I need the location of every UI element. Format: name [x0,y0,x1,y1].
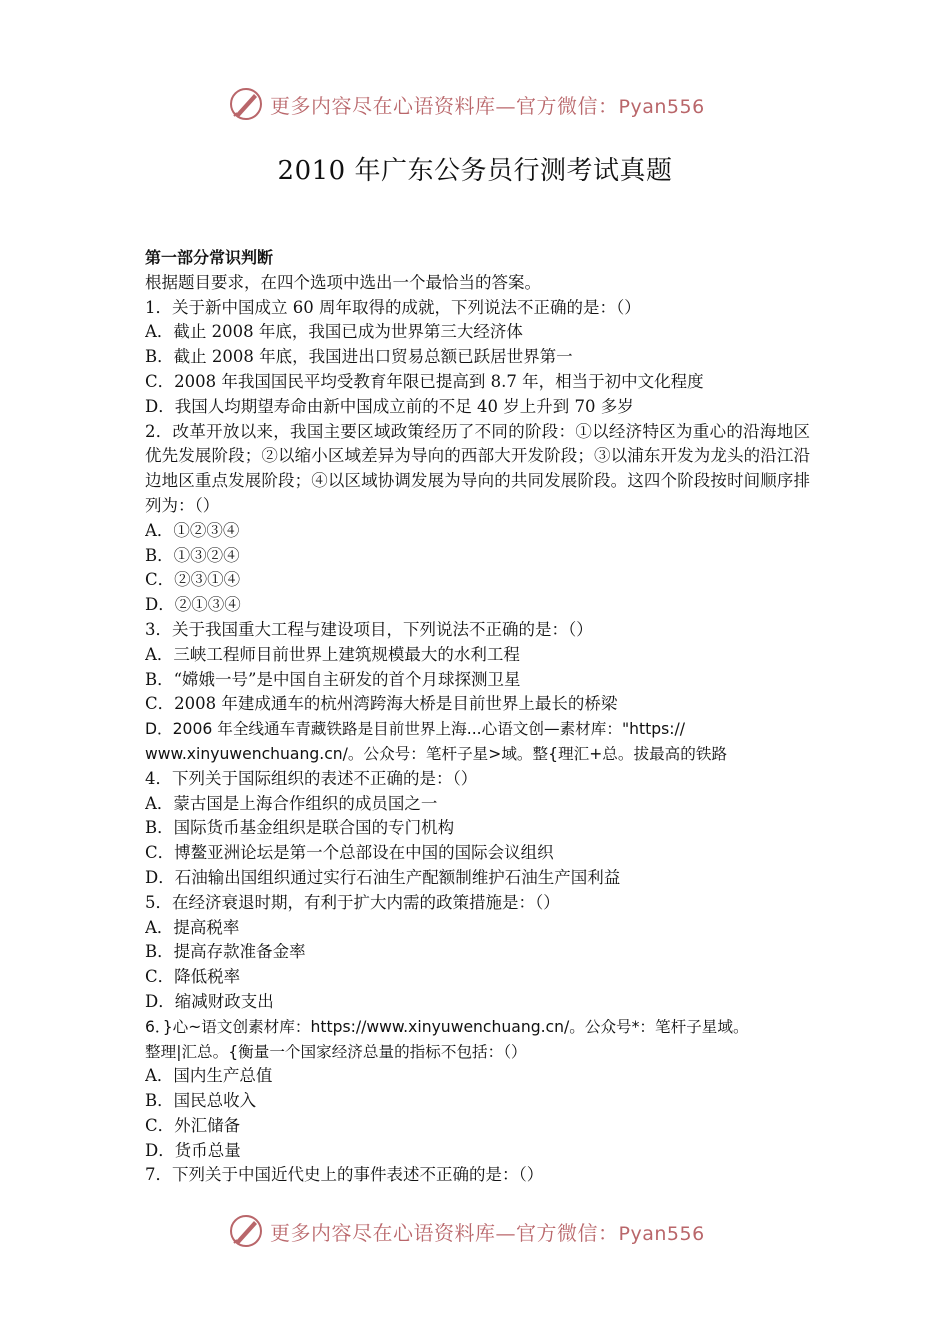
question-6-option-c: C．外汇储备 [145,1115,241,1135]
question-2-stem: 2．改革开放以来，我国主要区域政策经历了不同的阶段：①以经济特区为重心的沿海地区优先发展阶段；②以缩小区域差异为导向的西部大开发阶段；③以浦东开发为龙头的沿江沿边地区重点发展阶段；④以区域协调发展为导向的共同发展阶段。这四个阶段按时间顺序排列为：（） [145,421,810,515]
question-7-stem: 7．下列关于中国近代史上的事件表述不正确的是：（） [145,1165,544,1185]
banner-text: 更多内容尽在心语资料库—官方微信：Pyan556 [270,1220,705,1245]
question-1-option-c: C．2008 年我国国民平均受教育年限已提高到 8.7 年，相当于初中文化程度 [145,371,704,391]
question-4-stem: 4．下列关于国际组织的表述不正确的是：（） [145,768,478,788]
question-4-option-d: D．石油输出国组织通过实行石油生产配额制维护石油生产国利益 [145,867,621,887]
question-5-option-d: D．缩减财政支出 [145,991,274,1011]
question-6-stem-line-1: 6．}心~语文创素材库：https://www.xinyuwenchuang.cn/。公众号*：笔杆子星域。 [145,1017,749,1036]
question-3-stem: 3．关于我国重大工程与建设项目，下列说法不正确的是：（） [145,619,593,639]
instructions: 根据题目要求，在四个选项中选出一个最恰当的答案。 [145,272,541,292]
question-2-option-c: C．②③①④ [145,570,241,590]
question-3-option-d-line-2: www.xinyuwenchuang.cn/。公众号：笔杆子星>域。整{理汇+总。拔最高的铁路 [145,744,728,763]
header-banner [228,84,748,124]
question-4-option-a: A．蒙古国是上海合作组织的成员国之一 [145,793,438,813]
question-6-option-b: B．国民总收入 [145,1091,257,1111]
question-3-option-b: B．“嫦娥一号”是中国自主研发的首个月球探测卫星 [145,669,521,689]
document-body [145,246,810,1188]
question-2-option-a: A．①②③④ [145,520,240,540]
question-5-option-a: A．提高税率 [145,917,240,937]
question-5-option-b: B．提高存款准备金率 [145,942,306,962]
question-1-option-a: A．截止 2008 年底，我国已成为世界第三大经济体 [145,322,523,342]
question-1-option-d: D．我国人均期望寿命由新中国成立前的不足 40 岁上升到 70 多岁 [145,396,634,416]
footer-banner [228,1211,748,1251]
question-6-option-a: A．国内生产总值 [145,1066,273,1086]
question-4-option-c: C．博鳌亚洲论坛是第一个总部设在中国的国际会议组织 [145,843,554,863]
question-3-option-a: A．三峡工程师目前世界上建筑规模最大的水利工程 [145,644,520,664]
question-3-option-d-line-1: D．2006 年全线通车青藏铁路是目前世界上海...心语文创—素材库："https:// [145,720,686,739]
question-5-option-c: C．降低税率 [145,967,241,987]
pen-logo-icon [228,86,264,122]
banner-text: 更多内容尽在心语资料库—官方微信：Pyan556 [270,93,705,118]
question-3-option-c: C．2008 年建成通车的杭州湾跨海大桥是目前世界上最长的桥梁 [145,694,618,714]
question-2-option-b: B．①③②④ [145,545,240,565]
question-6-option-d: D．货币总量 [145,1140,241,1160]
question-4-option-b: B．国际货币基金组织是联合国的专门机构 [145,818,455,838]
question-6-stem-line-2: 整理|汇总。{衡量一个国家经济总量的指标不包括：（） [145,1042,527,1061]
question-1-option-b: B．截止 2008 年底，我国进出口贸易总额已跃居世界第一 [145,347,573,367]
question-5-stem: 5．在经济衰退时期，有利于扩大内需的政策措施是：（） [145,892,560,912]
question-2-option-d: D．②①③④ [145,595,241,615]
question-1-stem: 1．关于新中国成立 60 周年取得的成就，下列说法不正确的是：（） [145,297,641,317]
pen-logo-icon [228,1213,264,1249]
section-heading: 第一部分常识判断 [145,248,274,267]
page-title: 2010 年广东公务员行测考试真题 [277,156,673,186]
